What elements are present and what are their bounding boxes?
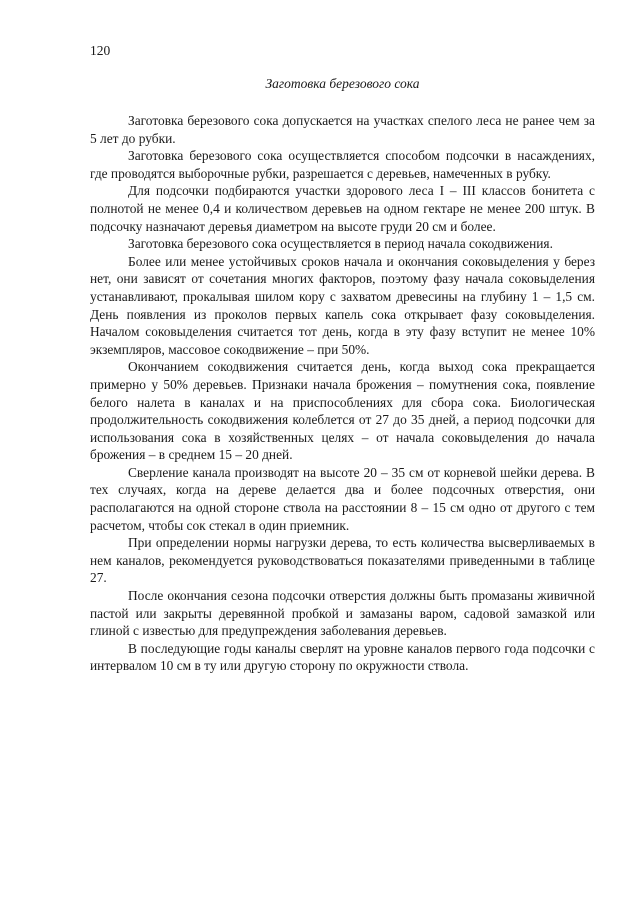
paragraph: Заготовка березового сока допускается на участках спелого леса не ранее чем за 5 лет до рубки. (90, 113, 595, 146)
paragraph: Окончанием сокодвижения считается день, когда выход сока прекращается примерно у 50% деревьев. Признаки начала брожения – помутнения сока, появление белого налета в каналах и на приспособлениях для сбора сока. Биологическая продолжительность сокодвижения колеблется от 27 до 35 дней, а период подсочки для использования сока в хозяйственных целях – от начала соковыделения до начала брожения – в среднем 15 – 20 дней. (90, 359, 595, 463)
body-text (90, 112, 595, 675)
paragraph: Сверление канала производят на высоте 20 – 35 см от корневой шейки дерева. В тех случаях, когда на дереве делается два и более подсочных отверстия, они располагаются на одной стороне ствола на расстоянии 8 – 15 см одно от другого с тем расчетом, чтобы сок стекал в один приемник. (90, 464, 595, 533)
section-title: Заготовка березового сока (265, 76, 420, 91)
paragraph: Заготовка березового сока осуществляется способом подсочки в насаждениях, где проводятся выборочные рубки, разрешается с деревьев, намеченных в рубку. (90, 148, 595, 181)
paragraph: Более или менее устойчивых сроков начала и окончания соковыделения у берез нет, они зависят от сочетания многих факторов, поэтому фазу начала соковыделения устанавливают, прокалывая шилом кору с захватом древесины на глубину 1 – 1,5 см. День появления из проколов первых капель сока открывает фазу соковыделения. Началом соковыделения считается тот день, когда в эту фазу вступит не менее 10% экземпляров, массовое сокодвижение – при 50%. (90, 253, 595, 357)
paragraph: В последующие годы каналы сверлят на уровне каналов первого года подсочки с интервалом 10 см в ту или другую сторону по окружности ствола. (90, 640, 595, 674)
paragraph: После окончания сезона подсочки отверстия должны быть промазаны живичной пастой или закрыты деревянной пробкой и замазаны варом, садовой замазкой или глиной с известью для предупреждения заболевания деревьев. (90, 588, 595, 639)
paragraph: Для подсочки подбираются участки здорового леса I – III классов бонитета с полнотой не менее 0,4 и количеством деревьев на одном гектаре не менее 200 штук. В подсочку назначают деревья диаметром на высоте груди 20 см и более. (90, 183, 595, 234)
paragraph: При определении нормы нагрузки дерева, то есть количества высверливаемых в нем каналов, рекомендуется руководствоваться показателями приведенными в таблице 27. (90, 535, 595, 586)
page-number: 120 (90, 43, 111, 58)
paragraph: Заготовка березового сока осуществляется в период начала сокодвижения. (128, 236, 553, 252)
